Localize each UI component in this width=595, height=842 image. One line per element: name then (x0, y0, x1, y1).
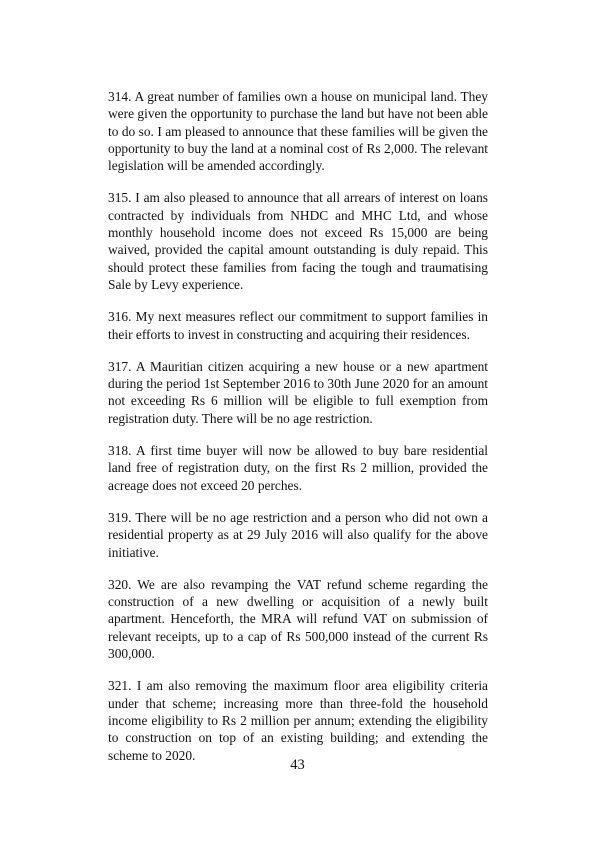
paragraph-317: 317. A Mauritian citizen acquiring a new house or a new apartment during the period 1st September 2016 to 30th June 2020 for an amount not exceeding Rs 6 million will be eligible to full exemption from registration duty. There will be no age restriction. (108, 358, 488, 426)
paragraph-314: 314. A great number of families own a house on municipal land. They were given the opportunity to purchase the land but have not been able to do so. I am pleased to announce that these families will be given the opportunity to buy the land at a nominal cost of Rs 2,000. The relevant legislation will be amended accordingly. (108, 89, 488, 174)
paragraph-316: 316. My next measures reflect our commitment to support families in their efforts to invest in constructing and acquiring their residences. (108, 309, 488, 342)
page-number: 43 (290, 757, 305, 773)
paragraph-320: 320. We are also revamping the VAT refund scheme regarding the construction of a new dwelling or acquisition of a newly built apartment. Henceforth, the MRA will refund VAT on submission of relevant receipts, up to a cap of Rs 500,000 instead of the current Rs 300,000. (108, 576, 488, 662)
paragraph-318: 318. A first time buyer will now be allowed to buy bare residential land free of registration duty, on the first Rs 2 million, provided the acreage does not exceed 20 perches. (108, 443, 488, 493)
document-body (108, 88, 488, 779)
paragraph-321: 321. I am also removing the maximum floor area eligibility criteria under that scheme; increasing more than three-fold the household income eligibility to Rs 2 million per annum; extending the eligibility to construction on top of an existing building; and extending the scheme to 2020. (108, 678, 488, 763)
paragraph-319: 319. There will be no age restriction and a person who did not own a residential property as at 29 July 2016 will also qualify for the above initiative. (108, 509, 488, 560)
paragraph-315: 315. I am also pleased to announce that all arrears of interest on loans contracted by individuals from NHDC and MHC Ltd, and whose monthly household income does not exceed Rs 15,000 are being waived, provided the capital amount outstanding is duly repaid. This should protect these families from facing the tough and traumatising Sale by Levy experience. (108, 190, 488, 292)
